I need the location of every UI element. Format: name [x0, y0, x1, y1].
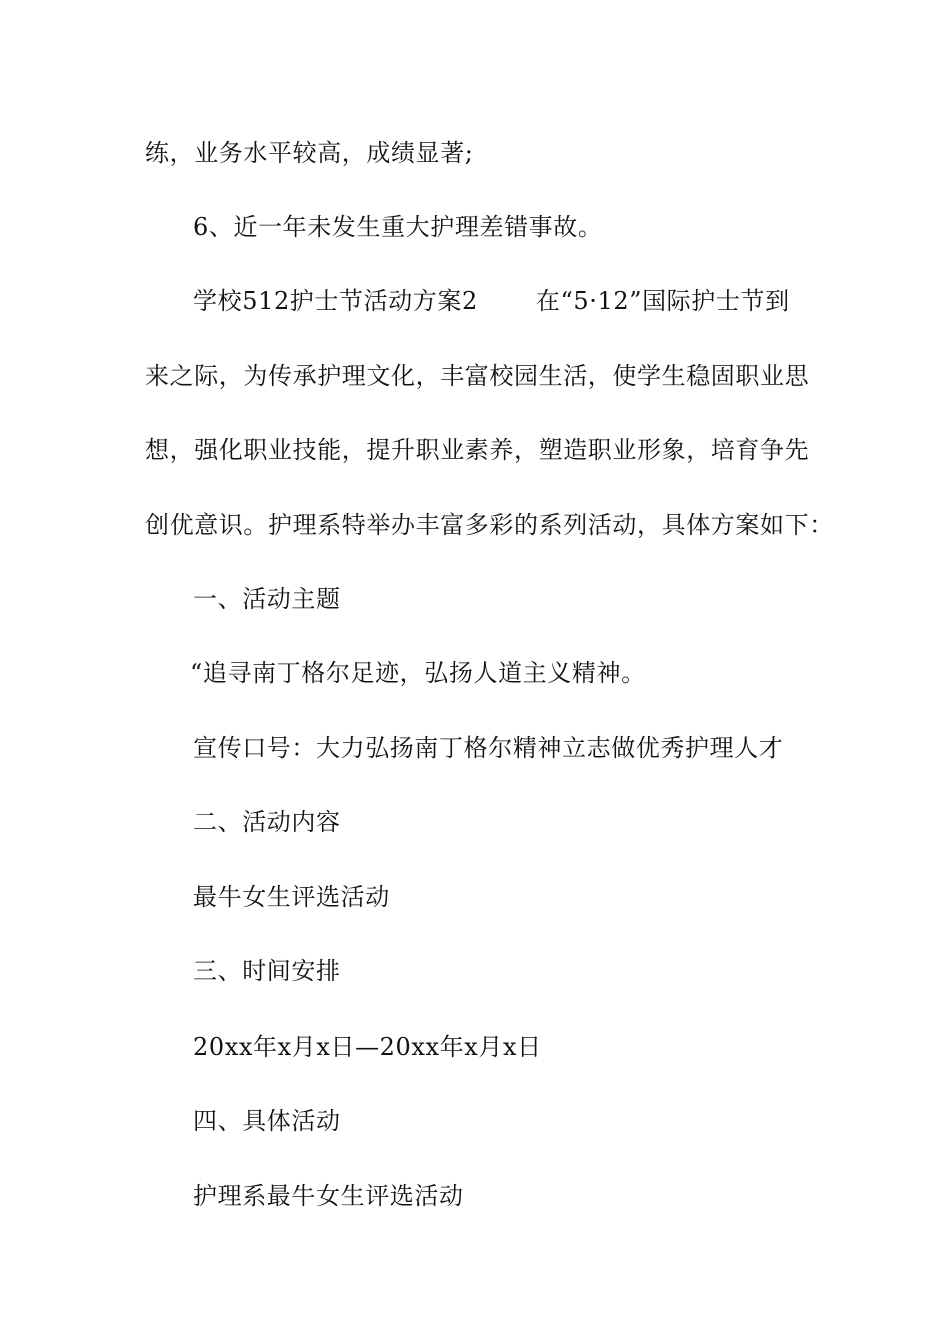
heading-activity-content: 二、活动内容 [193, 808, 341, 836]
body-text-line: 来之际，为传承护理文化，丰富校园生活，使学生稳固职业思 [145, 362, 810, 390]
body-text-line: 创优意识。护理系特举办丰富多彩的系列活动，具体方案如下： [145, 511, 834, 539]
heading-specific-activities: 四、具体活动 [193, 1107, 341, 1135]
body-text-line: 练，业务水平较高，成绩显著; [145, 139, 474, 167]
slogan-line: 宣传口号：大力弘扬南丁格尔精神立志做优秀护理人才 [193, 734, 784, 762]
theme-quote: “追寻南丁格尔足迹，弘扬人道主义精神。 [190, 659, 646, 687]
body-text-line: 想，强化职业技能，提升职业素养，塑造职业形象，培育争先 [145, 436, 810, 464]
heading-schedule: 三、时间安排 [193, 957, 341, 985]
body-text-fragment: 在“5·12”国际护士节到 [535, 287, 790, 315]
body-text-line: 最牛女生评选活动 [193, 883, 390, 911]
section-heading-line [193, 285, 790, 317]
section-title: 学校512护士节活动方案2 [193, 287, 478, 315]
body-text-line: 护理系最牛女生评选活动 [193, 1182, 464, 1210]
date-range-line: 20xx年x月x日—20xx年x月x日 [193, 1033, 542, 1061]
body-text-line: 6、近一年未发生重大护理差错事故。 [193, 213, 603, 241]
heading-activity-theme: 一、活动主题 [193, 585, 341, 613]
